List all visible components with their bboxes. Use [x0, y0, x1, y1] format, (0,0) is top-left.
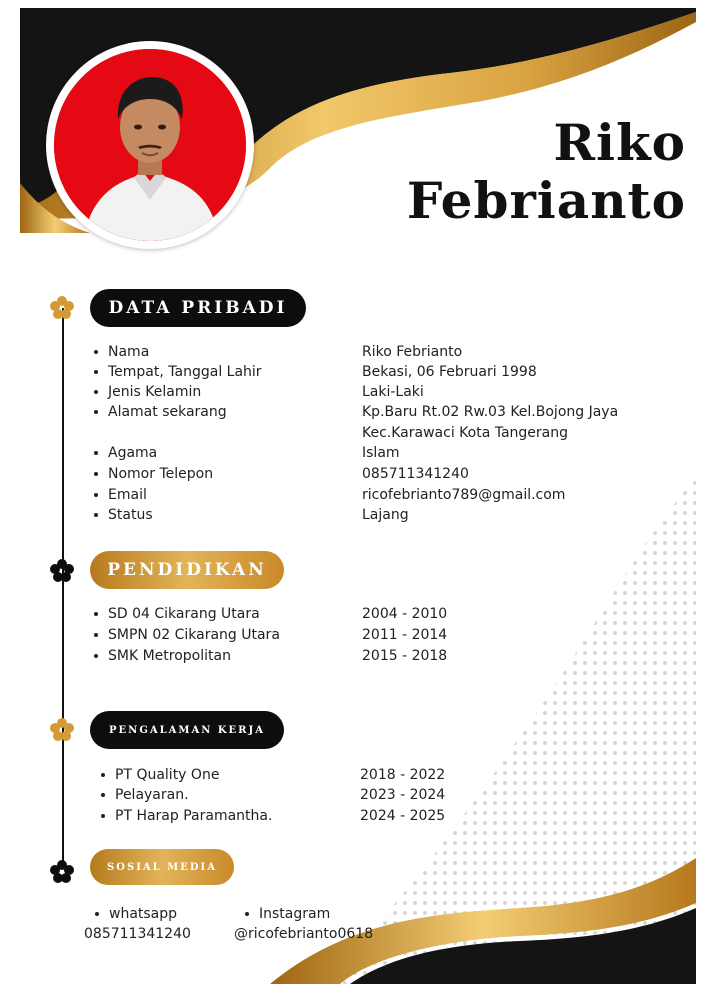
bullet — [94, 633, 98, 637]
education-years: 2004 - 2010 — [362, 606, 448, 622]
experience-company: PT Harap Paramantha. — [115, 808, 273, 824]
whatsapp-label: whatsapp — [109, 906, 178, 922]
bullet — [94, 370, 98, 374]
personal-label-gender: Jenis Kelamin — [108, 384, 202, 400]
bullet — [101, 814, 105, 818]
experience-years: 2018 - 2022 — [360, 767, 446, 783]
black-flower-icon — [50, 860, 74, 884]
personal-label-phone: Nomor Telepon — [108, 466, 214, 482]
whatsapp-number: 085711341240 — [84, 926, 191, 942]
bullet — [94, 493, 98, 497]
section-heading-social: SOSIAL MEDIA — [90, 849, 234, 885]
education-school: SMK Metropolitan — [108, 648, 231, 664]
experience-company: Pelayaran. — [115, 787, 189, 803]
resume-page — [20, 8, 696, 984]
bullet — [101, 773, 105, 777]
last-name: Febrianto — [406, 171, 686, 230]
bullet — [94, 410, 98, 414]
personal-label-status: Status — [108, 507, 153, 523]
personal-value-gender: Laki-Laki — [362, 384, 424, 400]
bullet — [94, 390, 98, 394]
timeline-line — [62, 308, 64, 868]
bullet — [94, 472, 98, 476]
personal-value-address-line2: Kec.Karawaci Kota Tangerang — [362, 425, 569, 441]
bullet — [94, 513, 98, 517]
education-years: 2015 - 2018 — [362, 648, 448, 664]
instagram-label: Instagram — [259, 906, 331, 922]
bullet — [101, 793, 105, 797]
portrait-photo-icon — [54, 49, 246, 241]
personal-value-email: ricofebrianto789@gmail.com — [362, 487, 566, 503]
personal-label-nama: Nama — [108, 344, 150, 360]
first-name: Riko — [553, 113, 686, 172]
bullet — [95, 912, 99, 916]
education-years: 2011 - 2014 — [362, 627, 448, 643]
profile-photo — [54, 49, 246, 241]
personal-value-status: Lajang — [362, 507, 409, 523]
bullet — [94, 350, 98, 354]
bullet — [94, 654, 98, 658]
personal-label-email: Email — [108, 487, 147, 503]
personal-label-ttl: Tempat, Tanggal Lahir — [108, 364, 262, 380]
profile-photo-frame — [46, 41, 254, 249]
experience-years: 2023 - 2024 — [360, 787, 446, 803]
section-heading-experience: PENGALAMAN KERJA — [90, 711, 284, 749]
bullet — [94, 612, 98, 616]
experience-company: PT Quality One — [115, 767, 220, 783]
section-heading-personal: DATA PRIBADI — [90, 289, 306, 327]
education-school: SD 04 Cikarang Utara — [108, 606, 260, 622]
education-school: SMPN 02 Cikarang Utara — [108, 627, 280, 643]
gold-flower-icon — [50, 296, 74, 320]
personal-value-address: Kp.Baru Rt.02 Rw.03 Kel.Bojong Jaya — [362, 404, 619, 420]
section-heading-education: PENDIDIKAN — [90, 551, 284, 589]
gold-flower-icon — [50, 718, 74, 742]
personal-value-phone: 085711341240 — [362, 466, 469, 482]
personal-label-address: Alamat sekarang — [108, 404, 227, 420]
personal-value-ttl: Bekasi, 06 Februari 1998 — [362, 364, 537, 380]
bullet — [94, 451, 98, 455]
personal-label-religion: Agama — [108, 445, 158, 461]
instagram-handle: @ricofebrianto0618 — [234, 926, 374, 942]
experience-years: 2024 - 2025 — [360, 808, 446, 824]
black-flower-icon — [50, 559, 74, 583]
bullet — [245, 912, 249, 916]
personal-value-religion: Islam — [362, 445, 400, 461]
personal-value-nama: Riko Febrianto — [362, 344, 463, 360]
